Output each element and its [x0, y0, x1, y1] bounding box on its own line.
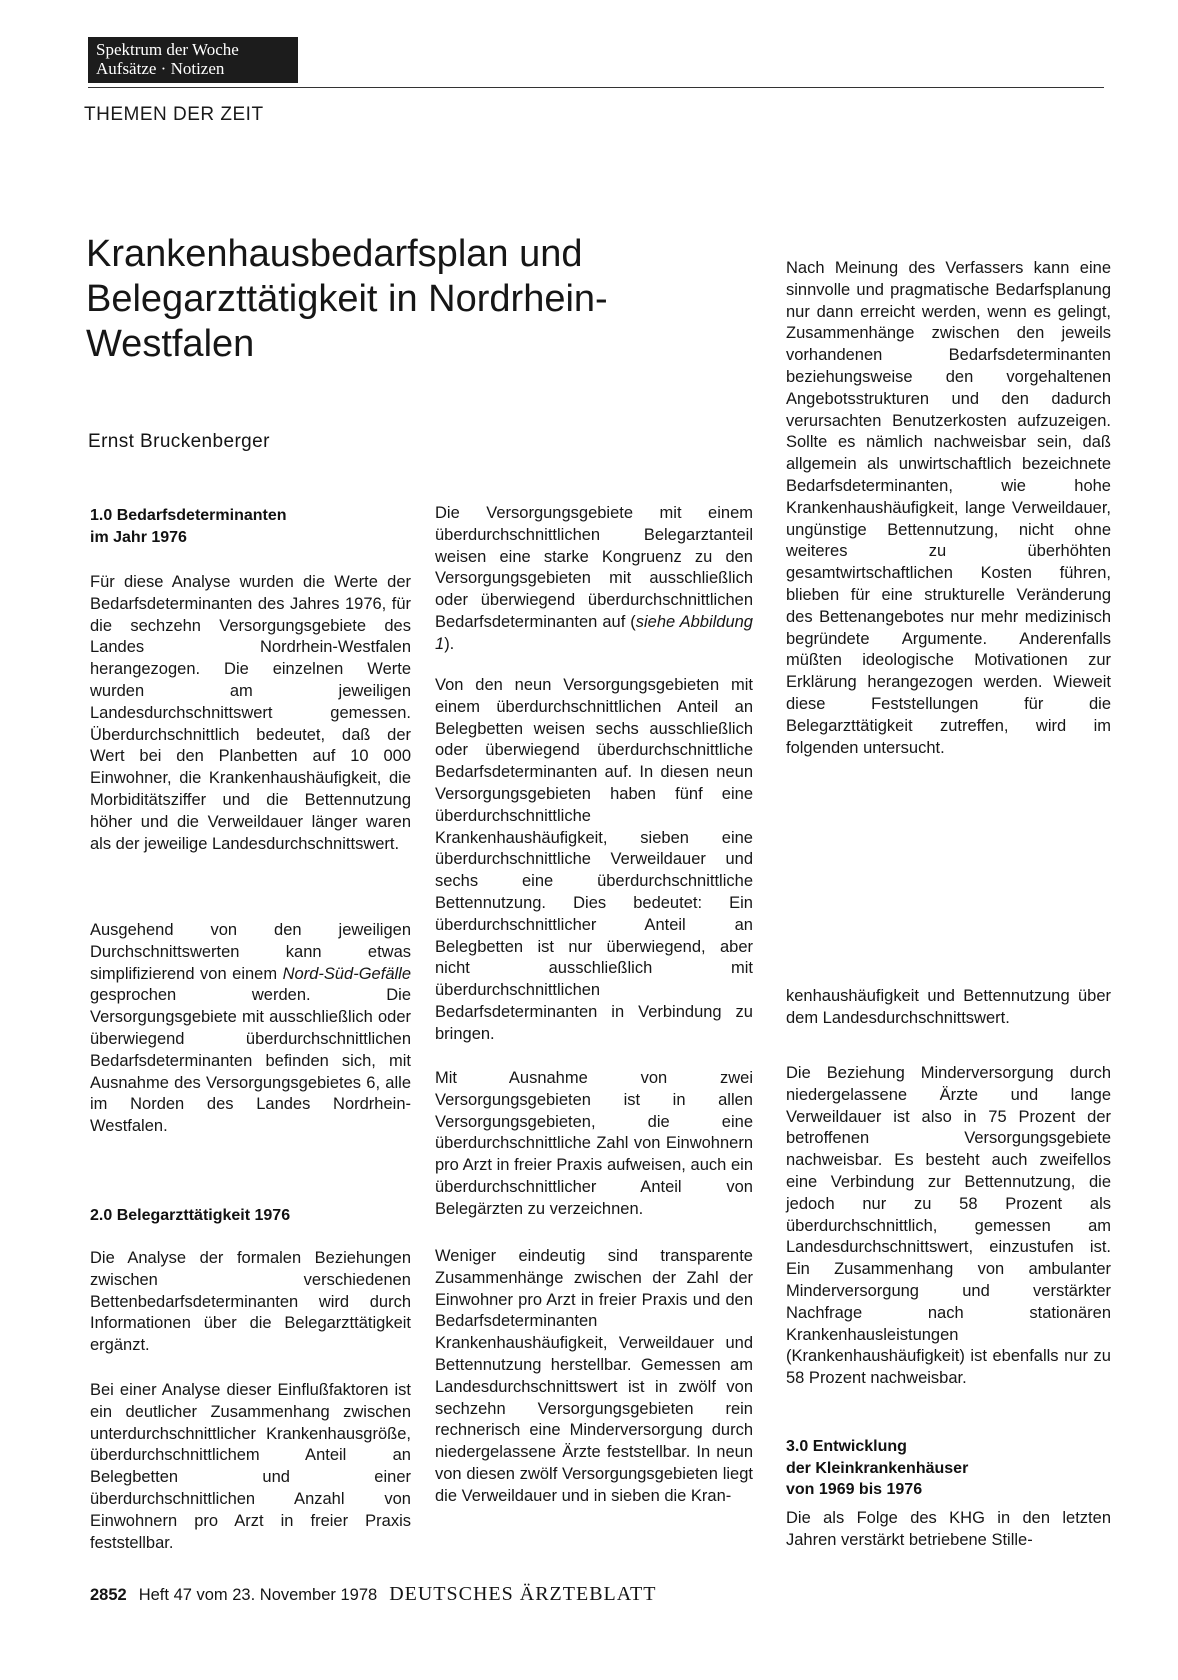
heading-line: im Jahr 1976 [90, 528, 187, 546]
badge-line-2: Aufsätze · Notizen [96, 59, 225, 78]
paragraph: Von den neun Versorgungsgebieten mit einem überdurchschnittlichen Anteil an Belegbetten weisen sechs ausschließlich oder überwiegend überdurchschnittliche Bedarfsdeterminanten auf. In diesen neun Versorgungsgebieten haben fünf eine überdurchschnittliche Krankenhaushäufigkeit, sieben eine überdurchschnittliche Verweildauer und sechs eine überdurchschnittliche Bettennutzung. Dies bedeutet: Ein überdurchschnittlicher Anteil an Belegbetten ist nur überwiegend, aber nicht ausschließlich mit überdurchschnittlichen Bedarfsdeterminanten in Verbindung zu bringen. [435, 676, 753, 1043]
heading-bedarfsdeterminanten [90, 505, 411, 548]
section-badge [88, 37, 298, 83]
paragraph: Die als Folge des KHG in den letzten Jahren verstärkt betriebene Stille- [786, 1509, 1111, 1549]
heading-line: von 1969 bis 1976 [786, 1481, 923, 1498]
page-footer [90, 1583, 656, 1609]
paragraph: Weniger eindeutig sind transparente Zusammenhänge zwischen der Zahl der Einwohner pro Arzt in freier Praxis und den Bedarfsdeterminanten Krankenhaushäufigkeit, Verweildauer und Bettennutzung herstellbar. Gemessen am Landesdurchschnittswert ist in zwölf von sechzehn Versorgungsgebieten rein rechnerisch eine Minderversorgung durch niedergelassene Ärzte feststellbar. In neun von diesen zwölf Versorgungsgebieten liegt die Verweildauer und in sieben die Kran- [435, 1247, 753, 1505]
header-rule [88, 87, 1104, 88]
heading-belegarzttaetigkeit: 2.0 Belegarzttätigkeit 1976 [90, 1207, 291, 1224]
heading-line: 1.0 Bedarfsdeterminanten [90, 507, 287, 524]
text-run: Die Versorgungsgebiete mit einem überdurchschnittlichen Belegarztanteil weisen eine starke Kongruenz zu den Versorgungsgebieten mit ausschließlich oder überwiegend überdurchschnittlichen Bedarfsdeterminanten auf ( [435, 504, 753, 631]
emphasis: Nord-Süd-Gefälle [282, 964, 411, 983]
text-run: Ausgehend von den jeweiligen Durchschnittswerten kann etwas simplifizierend von einem [90, 921, 411, 983]
paragraph: Bei einer Analyse dieser Einflußfaktoren ist ein deutlicher Zusammenhang zwischen unterdurchschnittlicher Krankenhausgröße, überdurchschnittlichem Anteil an Belegbetten und einer überdurchschnittlichen Anzahl von Einwohnern pro Arzt in freier Praxis feststellbar. [90, 1381, 411, 1552]
emphasis: siehe Abbildung 1 [435, 612, 753, 653]
section-label: THEMEN DER ZEIT [84, 104, 264, 125]
paragraph: Die Analyse der formalen Beziehungen zwischen verschiedenen Bettenbedarfsdeterminanten wird durch Informationen über die Belegarzttätigkeit ergänzt. [90, 1249, 411, 1355]
heading-kleinkrankenhaeuser [786, 1436, 1111, 1501]
paragraph: Mit Ausnahme von zwei Versorgungsgebieten ist in allen Versorgungsgebieten, die eine überdurchschnittliche Zahl von Einwohnern pro Arzt in freier Praxis aufweisen, auch ein überdurchschnittlicher Anteil von Belegärzten zu verzeichnen. [435, 1069, 753, 1218]
issue-info: Heft 47 vom 23. November 1978 [138, 1586, 378, 1604]
heading-line: der Kleinkrankenhäuser [786, 1459, 969, 1477]
heading-line: 3.0 Entwicklung [786, 1438, 907, 1455]
paragraph: Nach Meinung des Verfassers kann eine sinnvolle und pragmatische Bedarfsplanung nur dann erreicht werden, wenn es gelingt, Zusammenhänge zwischen den jeweils vorhandenen Bedarfsdeterminanten beziehungsweise den vorgehaltenen Angebotsstrukturen und den dadurch verursachten Benutzerkosten aufzuzeigen. Sollte es nämlich nachweisbar sein, daß allgemein als unwirtschaftlich bezeichnete Bedarfsdeterminanten, wie hohe Krankenhaushäufigkeit, lange Verweildauer, ungünstige Bettennutzung, nicht ohne weiteres zu überhöhten gesamtwirtschaftlichen Kosten führen, blieben für eine strukturelle Veränderung des Bettenangebotes nur mehr medizinisch begründete Argumente. Anderenfalls müßten ideologische Motivationen zur Erklärung herangezogen werden. Wieweit diese Feststellungen für die Belegarzttätigkeit zutreffen, wird im folgenden untersucht. [786, 259, 1111, 757]
text-run: gesprochen werden. Die Versorgungsgebiete mit ausschließlich oder überwiegend überdurchschnittlichen Bedarfsdeterminanten befinden sich, mit Ausnahme des Versorgungsgebietes 6, alle im Norden des Landes Nordrhein-Westfalen. [90, 986, 411, 1136]
article-title: Krankenhausbedarfsplan und Belegarzttätigkeit in Nordrhein-Westfalen [86, 233, 608, 365]
badge-line-1: Spektrum der Woche [96, 40, 239, 59]
paragraph: Für diese Analyse wurden die Werte der Bedarfsdeterminanten des Jahres 1976, für die sechzehn Versorgungsgebiete des Landes Nordrhein-Westfalen herangezogen. Die einzelnen Werte wurden am jeweiligen Landesdurchschnittswert gemessen. Überdurchschnittlich bedeutet, daß der Wert bei den Planbetten auf 10 000 Einwohner, die Krankenhaushäufigkeit, die Morbiditätsziffer und die Bettennutzung höher und die Verweildauer länger waren als der jeweilige Landesdurchschnittswert. [90, 573, 411, 853]
article-author: Ernst Bruckenberger [88, 431, 270, 452]
journal-name: DEUTSCHES ÄRZTEBLATT [389, 1583, 657, 1605]
page-number: 2852 [90, 1586, 127, 1604]
paragraph [90, 920, 411, 1138]
text-run: ). [444, 634, 455, 653]
paragraph: Die Beziehung Minderversorgung durch niedergelassene Ärzte und lange Verweildauer ist also in 75 Prozent der betroffenen Versorgungsgebiete nachweisbar. Es besteht auch zweifellos eine Verbindung zur Bettennutzung, die jedoch nur zu 58 Prozent als überdurchschnittlich, gemessen am Landesdurchschnittswert, einzustufen ist. Ein Zusammenhang von ambulanter Minderversorgung und verstärkter Nachfrage nach stationären Krankenhausleistungen (Krankenhaushäufigkeit) ist ebenfalls nur zu 58 Prozent nachweisbar. [786, 1064, 1111, 1388]
paragraph [435, 503, 753, 656]
paragraph: kenhaushäufigkeit und Bettennutzung über dem Landesdurchschnittswert. [786, 987, 1111, 1027]
